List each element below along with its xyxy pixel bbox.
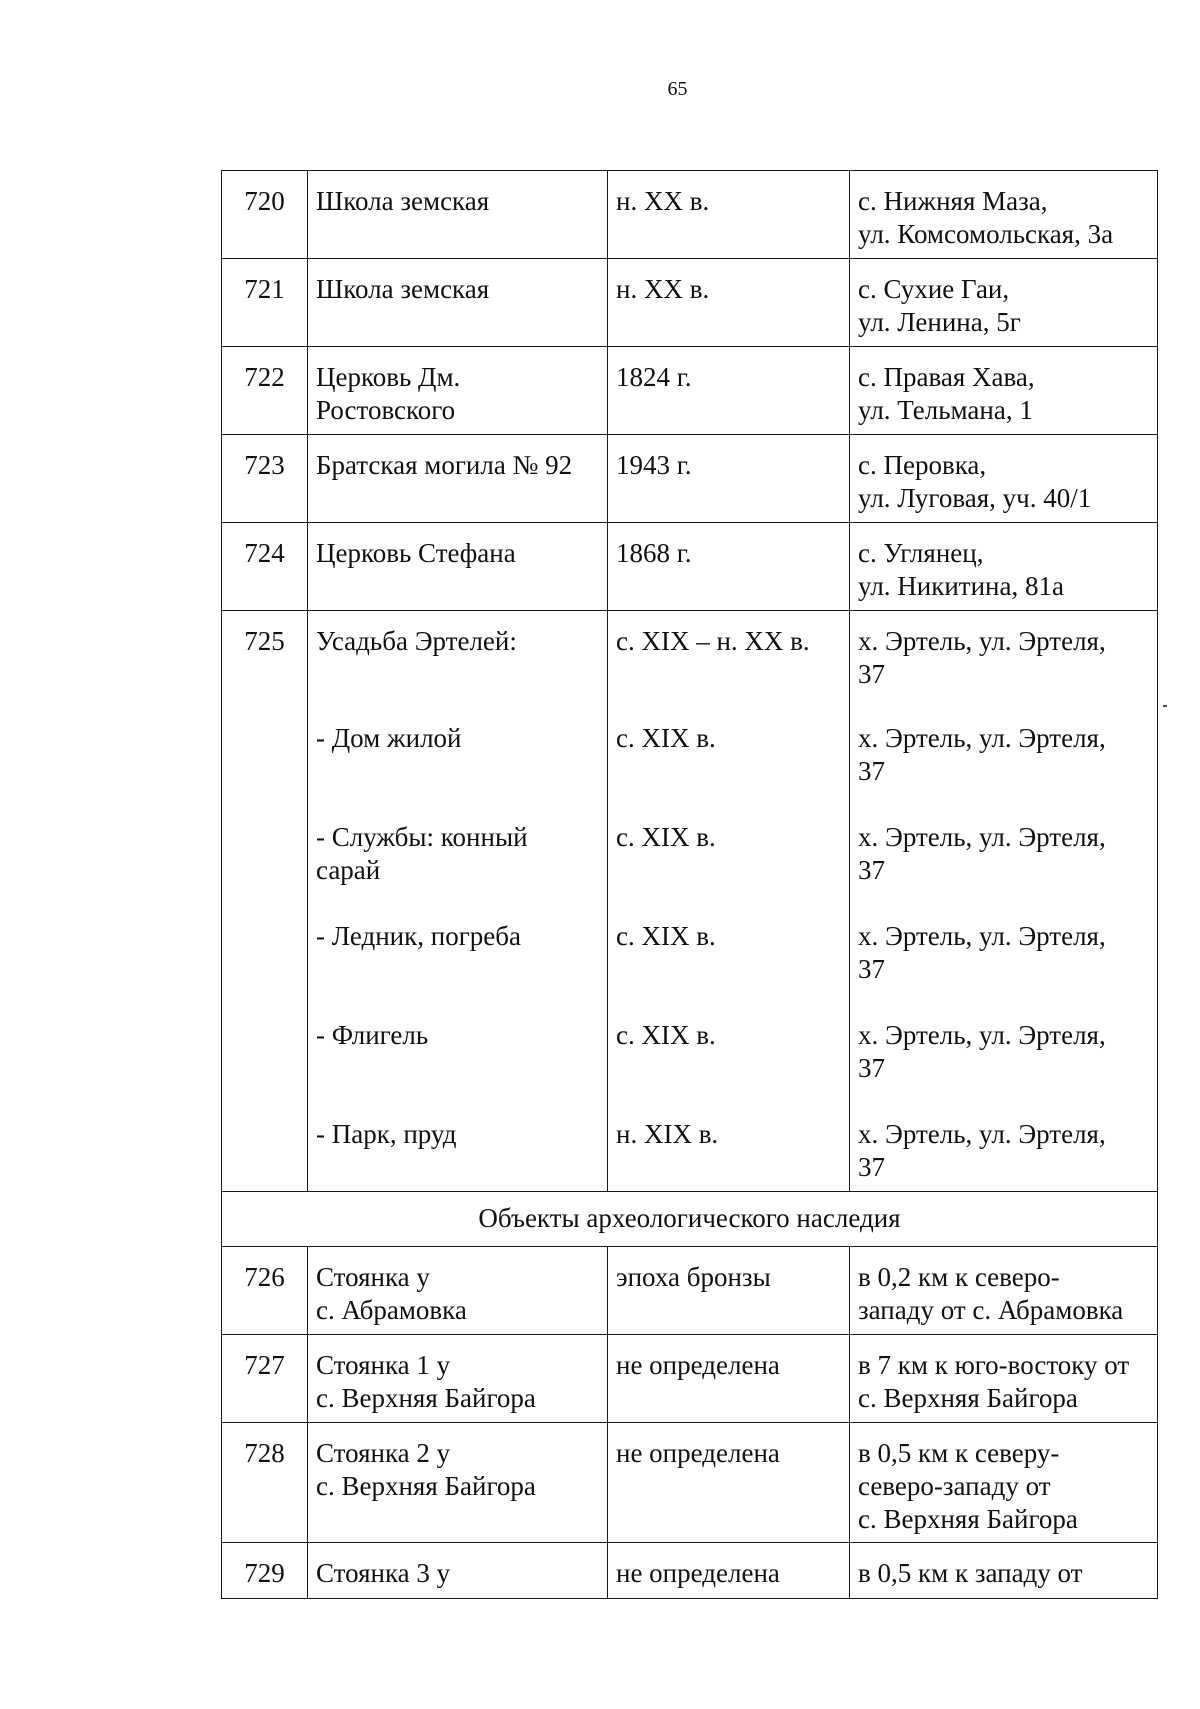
table-row bbox=[222, 1247, 1158, 1335]
row-number: 728 bbox=[222, 1423, 308, 1543]
object-date: с. XIX в. bbox=[608, 908, 850, 1007]
object-address: в 7 км к юго-востоку от с. Верхняя Байгора bbox=[850, 1335, 1158, 1423]
estate-item-name: - Флигель bbox=[308, 1007, 608, 1106]
estate-row bbox=[222, 908, 1158, 1007]
object-address: с. Перовка, ул. Луговая, уч. 40/1 bbox=[850, 435, 1158, 523]
object-date: с. XIX в. bbox=[608, 1007, 850, 1106]
object-date: н. XX в. bbox=[608, 259, 850, 347]
table-row bbox=[222, 435, 1158, 523]
object-date: эпоха бронзы bbox=[608, 1247, 850, 1335]
object-name: Братская могила № 92 bbox=[308, 435, 608, 523]
object-address: с. Углянец, ул. Никитина, 81а bbox=[850, 523, 1158, 611]
row-number: 725 bbox=[222, 611, 308, 1192]
row-number: 724 bbox=[222, 523, 308, 611]
page-number: 65 bbox=[667, 78, 688, 100]
object-address: х. Эртель, ул. Эртеля, 37 bbox=[850, 710, 1158, 809]
estate-item-name: - Службы: конный сарай bbox=[308, 809, 608, 908]
row-number: 721 bbox=[222, 259, 308, 347]
estate-row bbox=[222, 710, 1158, 809]
object-name: Церковь Стефана bbox=[308, 523, 608, 611]
scan-speck bbox=[1163, 705, 1167, 707]
row-number: 720 bbox=[222, 171, 308, 259]
object-date: не определена bbox=[608, 1543, 850, 1599]
table-row bbox=[222, 171, 1158, 259]
estate-item-name: - Ледник, погреба bbox=[308, 908, 608, 1007]
object-date: не определена bbox=[608, 1335, 850, 1423]
table-row bbox=[222, 259, 1158, 347]
object-name: Школа земская bbox=[308, 259, 608, 347]
row-number: 722 bbox=[222, 347, 308, 435]
object-address: с. Сухие Гаи, ул. Ленина, 5г bbox=[850, 259, 1158, 347]
object-address: х. Эртель, ул. Эртеля, 37 bbox=[850, 1007, 1158, 1106]
estate-row bbox=[222, 1007, 1158, 1106]
table-row bbox=[222, 523, 1158, 611]
object-date: н. XX в. bbox=[608, 171, 850, 259]
object-address: х. Эртель, ул. Эртеля, 37 bbox=[850, 1106, 1158, 1192]
object-date: не определена bbox=[608, 1423, 850, 1543]
object-date: с. XIX в. bbox=[608, 809, 850, 908]
object-address: с. Правая Хава, ул. Тельмана, 1 bbox=[850, 347, 1158, 435]
object-date: н. XIX в. bbox=[608, 1106, 850, 1192]
estate-item-name: - Парк, пруд bbox=[308, 1106, 608, 1192]
object-address: х. Эртель, ул. Эртеля, 37 bbox=[850, 611, 1158, 710]
object-date: 1943 г. bbox=[608, 435, 850, 523]
object-name: Стоянка у с. Абрамовка bbox=[308, 1247, 608, 1335]
table-row bbox=[222, 1423, 1158, 1543]
table-row bbox=[222, 1543, 1158, 1599]
object-address: х. Эртель, ул. Эртеля, 37 bbox=[850, 809, 1158, 908]
section-header-row bbox=[222, 1192, 1158, 1247]
section-title: Объекты археологического наследия bbox=[222, 1192, 1158, 1247]
object-address: в 0,5 км к западу от bbox=[850, 1543, 1158, 1599]
object-address: в 0,5 км к северу- северо-западу от с. Верхняя Байгора bbox=[850, 1423, 1158, 1543]
estate-item-name: - Дом жилой bbox=[308, 710, 608, 809]
row-number: 726 bbox=[222, 1247, 308, 1335]
estate-row bbox=[222, 809, 1158, 908]
object-date: с. XIX – н. XX в. bbox=[608, 611, 850, 710]
object-date: 1868 г. bbox=[608, 523, 850, 611]
row-number: 729 bbox=[222, 1543, 308, 1599]
object-date: 1824 г. bbox=[608, 347, 850, 435]
object-name: Стоянка 1 у с. Верхняя Байгора bbox=[308, 1335, 608, 1423]
object-address: в 0,2 км к северо- западу от с. Абрамовка bbox=[850, 1247, 1158, 1335]
object-address: с. Нижняя Маза, ул. Комсомольская, 3а bbox=[850, 171, 1158, 259]
estate-row bbox=[222, 611, 1158, 710]
row-number: 723 bbox=[222, 435, 308, 523]
table-row bbox=[222, 1335, 1158, 1423]
object-name: Стоянка 2 у с. Верхняя Байгора bbox=[308, 1423, 608, 1543]
estate-row bbox=[222, 1106, 1158, 1192]
row-number: 727 bbox=[222, 1335, 308, 1423]
object-name: Стоянка 3 у bbox=[308, 1543, 608, 1599]
object-address: х. Эртель, ул. Эртеля, 37 bbox=[850, 908, 1158, 1007]
heritage-table bbox=[221, 170, 1158, 1599]
table-row bbox=[222, 347, 1158, 435]
object-name: Школа земская bbox=[308, 171, 608, 259]
object-name: Церковь Дм. Ростовского bbox=[308, 347, 608, 435]
object-date: с. XIX в. bbox=[608, 710, 850, 809]
estate-title: Усадьба Эртелей: bbox=[308, 611, 608, 710]
